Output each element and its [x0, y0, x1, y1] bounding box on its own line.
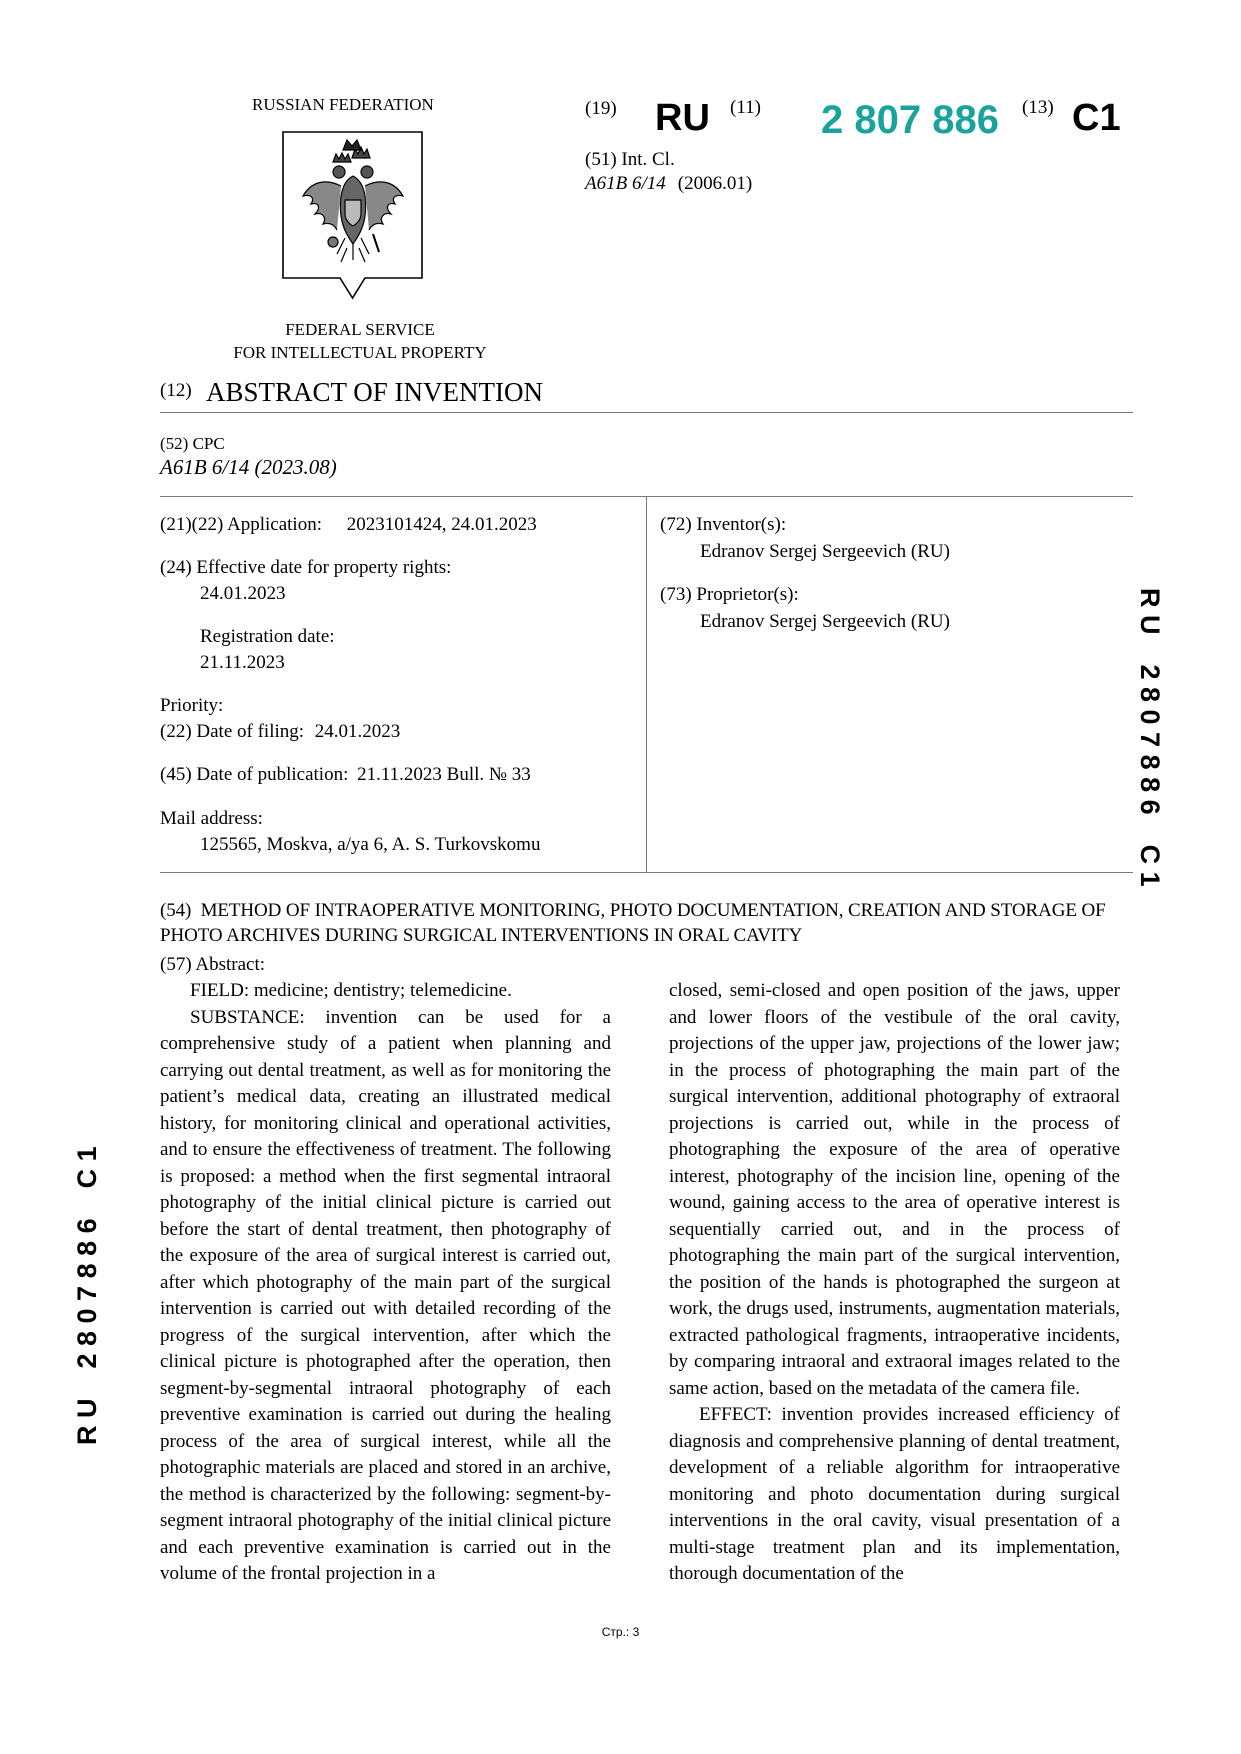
publication-label: (45) Date of publication: — [160, 764, 349, 785]
abstract-column-left — [160, 978, 611, 1588]
mail-address-label: Mail address: — [160, 808, 263, 829]
publication-row — [160, 764, 531, 786]
inventor-value: Edranov Sergej Sergeevich (RU) — [700, 541, 950, 562]
publication-value: 21.11.2023 Bull. № 33 — [357, 764, 531, 785]
proprietor-label: (73) Proprietor(s): — [660, 584, 799, 605]
federal-service-caption — [200, 318, 520, 364]
cpc-label: (52) CPC — [160, 434, 225, 453]
side-patent-id-right: R U 2 8 0 7 8 8 6 C 1 — [1135, 588, 1165, 887]
cpc-value: A61B 6/14 (2023.08) — [160, 455, 337, 479]
country-code: RU — [655, 97, 710, 139]
registration-date-value: 21.11.2023 — [200, 652, 285, 673]
inid-code-54: (54) — [160, 900, 192, 921]
kind-code: C1 — [1072, 97, 1121, 139]
inid-code-13: (13) — [1022, 97, 1054, 118]
registration-date-label: Registration date: — [200, 626, 335, 647]
abstract-substance-paragraph: SUBSTANCE: invention can be used for a comprehensive study of a patient when planning and carrying out dental treatment, as well as for monitoring the patient’s medical data, creating an illustrated medical history, for monitoring clinical and operational activities, and to ensure the effectiveness of treatment. The following is proposed: a method when the first segmental intraoral photography of the initial clinical picture is carried out before the start of dental treatment, then photography of the exposure of the area of surgical interest is carried out, after which photography of the main part of the surgical intervention is carried out with detailed recording of the progress of the surgical intervention, after which the clinical picture is photographed after the operation, then segment-by-segmental intraoral photography of each preventive examination is carried out during the healing process of the area of surgical interest, while all the photographic materials are placed and stored in an archive, the method is characterized by the following: segment-by-segment intraoral photography of the initial clinical picture and each preventive examination is carried out in the volume of the frontal projection in a — [160, 1006, 611, 1584]
inid-code-19: (19) — [585, 98, 617, 119]
invention-title — [160, 898, 1110, 948]
biblio-column-divider — [646, 496, 647, 872]
page-number: Стр.: 3 — [601, 1625, 640, 1639]
proprietor-value: Edranov Sergej Sergeevich (RU) — [700, 611, 950, 632]
application-row — [160, 514, 537, 536]
effective-date-label: (24) Effective date for property rights: — [160, 557, 452, 578]
divider-top — [160, 412, 1133, 413]
filing-date-value: 24.01.2023 — [314, 721, 401, 742]
federal-service-line2: FOR INTELLECTUAL PROPERTY — [233, 343, 487, 362]
country-name: RUSSIAN FEDERATION — [252, 95, 434, 114]
mail-address-value: 125565, Moskva, a/ya 6, A. S. Turkovskomu — [200, 834, 541, 855]
abstract-label: (57) Abstract: — [160, 954, 266, 975]
filing-date-row — [160, 721, 400, 743]
application-label: (21)(22) Application: — [160, 514, 322, 535]
abstract-continuation-paragraph: closed, semi-closed and open position of the jaws, upper and lower floors of the vestibule of the oral cavity, projections of the upper jaw, projections of the lower jaw; in the process of photographing the main part of the surgical intervention, additional photography of extraoral projections is carried out, while in the process of photographing the exposure of the area of operative interest, photography of the incision line, opening of the wound, gaining access to the area of operative interest is sequentially carried out, and in the process of photographing the main part of the surgical intervention, the position of the hands is photographed the surgeon at work, the drugs used, instruments, augmentation materials, extracted pathological fragments, intraoperative incidents, by comparing intraoral and extraoral images related to the same action, based on the metadata of the camera file. — [669, 980, 1120, 1399]
abstract-effect-paragraph: EFFECT: invention provides increased efficiency of diagnosis and comprehensive planning of dental treatment, development of a reliable algorithm for intraoperative monitoring and photo documentation during surgical interventions in the oral cavity, visual presentation of a multi-stage treatment plan and its implementation, thorough documentation of the — [669, 1404, 1120, 1584]
effective-date-value: 24.01.2023 — [200, 583, 286, 604]
priority-label: Priority: — [160, 695, 224, 716]
document-type-title: ABSTRACT OF INVENTION — [206, 377, 544, 407]
abstract-field-paragraph: FIELD: medicine; dentistry; telemedicine. — [190, 980, 512, 1001]
divider-biblio-bottom — [160, 872, 1133, 873]
ipc-classification — [585, 173, 752, 195]
ipc-class: A61B 6/14 — [585, 173, 666, 194]
abstract-column-right — [669, 978, 1120, 1588]
inid-code-11: (11) — [730, 97, 761, 118]
inid-code-12: (12) — [160, 380, 192, 401]
filing-date-label: (22) Date of filing: — [160, 721, 305, 742]
ipc-version: (2006.01) — [677, 173, 753, 194]
inventor-label: (72) Inventor(s): — [660, 514, 787, 535]
patent-number: 2 807 886 — [821, 98, 999, 142]
application-value: 2023101424, 24.01.2023 — [346, 514, 537, 535]
invention-title-text: METHOD OF INTRAOPERATIVE MONITORING, PHOTO DOCUMENTATION, CREATION AND STORAGE OF PHOTO ARCHIVES DURING SURGICAL INTERVENTIONS IN ORAL CAVITY — [160, 900, 1106, 946]
side-patent-id-left: R U 2 8 0 7 8 8 6 C 1 — [72, 1146, 102, 1445]
int-cl-label: (51) Int. Cl. — [585, 149, 675, 170]
coat-of-arms-emblem — [281, 130, 424, 300]
federal-service-line1: FEDERAL SERVICE — [285, 320, 435, 339]
